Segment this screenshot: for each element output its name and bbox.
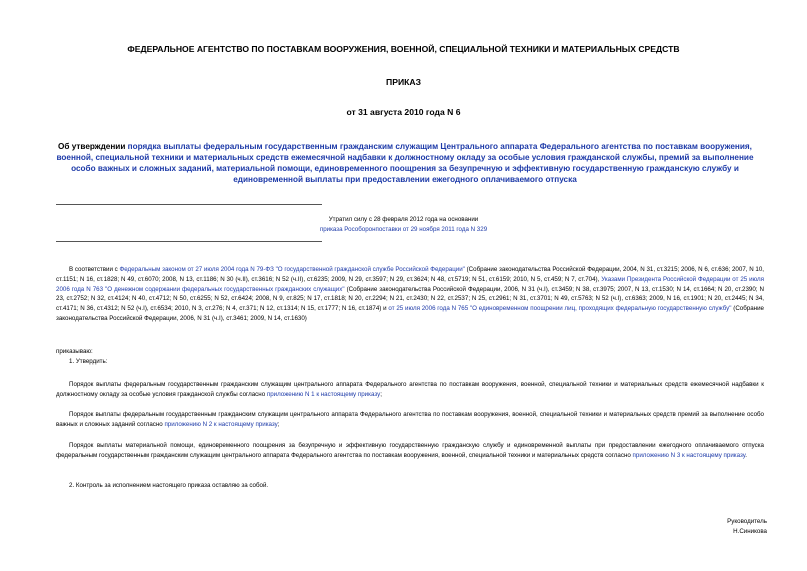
item-2: 2. Контроль за исполнением настоящего приказа оставляю за собой. [69,482,269,489]
decree-765-link[interactable]: от 25 июля 2006 года N 765 "О единовременном поощрении лиц, проходящих федеральную государственную службу" [388,305,732,313]
sub-item-2 [56,410,764,430]
title-link[interactable]: порядка выплаты федеральным государственным гражданским служащим Центрального аппарата Федерального агентства по поставкам вооружения, военной, специальной техники и материальных средств ежемесячной надбавки к должностному окладу за особые условия гражданской службы, премий за выполнение особо важных и сложных заданий, материальной помощи, единовременного поощрения за безупречную и эффективную государственную гражданскую службу и единовременной выплаты при предоставлении ежегодного оплачиваемого отпуска [56,142,754,184]
sub-item-1-text: Порядок выплаты федеральным государственным гражданским служащим центрального аппарата Федерального агентства по поставкам вооружения, военной, специальной техники и материальных средств ежемесячной надбавки к должностному окладу за особые условия гражданской службы согласно [56,381,764,398]
appendix-2-link[interactable]: приложению N 2 к настоящему приказу [164,420,278,428]
status-note-text: Утратил силу с 28 февраля 2012 года на основании [328,216,479,223]
federal-law-link[interactable]: Федеральным законом от 27 июля 2004 года N 79-ФЗ "О государственной гражданской службе Российской Федерации" [119,266,465,273]
sub-item-2-text: Порядок выплаты федеральным государственным гражданским служащим центрального аппарата Федерального агентства по поставкам вооружения, военной, специальной техники и материальных средств премий за выполнение особо важных и сложных заданий согласно [56,411,764,428]
agency-name: ФЕДЕРАЛЬНОЕ АГЕНТСТВО ПО ПОСТАВКАМ ВООРУЖЕНИЯ, ВОЕННОЙ, СПЕЦИАЛЬНОЙ ТЕХНИКИ И МАТЕРИАЛЬНЫХ СРЕДСТВ [127,44,680,54]
status-note-link[interactable]: приказа Рособоронпоставки от 29 ноября 2011 года N 329 [319,226,488,233]
orders-word: приказываю: [56,348,93,355]
preamble-text-1: В соответствии с [69,266,120,273]
president-decree-link[interactable]: Указами Президента Российской Федерации от 25 июля 2006 года N 763 "О денежном содержании федеральных государственных гражданских служащих" [56,275,764,293]
status-note [0,215,807,235]
signature-name: Н.Синикова [733,528,767,535]
sub-item-3 [56,441,764,461]
divider-top [56,204,322,205]
preamble [56,265,764,324]
sub-item-3-text: Порядок выплаты материальной помощи, единовременного поощрения за безупречную и эффективную государственную гражданскую службу и единовременной выплаты при предоставлении ежегодного оплачиваемого отпуска федеральным государственным гражданским служащим центрального аппарата Федерального агентства по поставкам вооружения, военной, специальной техники и материальных средств согласно [56,442,764,459]
divider-bottom [56,241,322,242]
appendix-1-link[interactable]: приложению N 1 к настоящему приказу [266,390,381,398]
signature-block [727,517,767,537]
sub-item-2-end: ; [277,420,280,428]
document-date: от 31 августа 2010 года N 6 [346,107,461,117]
sub-item-1-end: ; [380,390,382,398]
preamble-text-2: (Собрание законодательства Российской Федерации, 2004, N 31, ст.3215; 2006, N 6, ст.636; 2007, N 10, ст.1151; N 16, ст.1828; N 49, ст.6070; 2008, N 13, ст.1186; N 30 (ч.II), ст.3616; N 52 (ч.II), ст.6235; 2009, N 29, ст.3597; N 29, ст.3624; N 48, ст.5719; N 51, ст.6159; 2010, N 5, ст.459; N 7, ст.704), [56,266,765,283]
appendix-3-link[interactable]: приложению N 3 к настоящему приказу [632,451,746,459]
preamble-text-4: (Собрание законодательства Российской Федерации, 2006, N 31 (ч.I), ст.3461; 2009, N 14, ст.1630) [56,305,764,322]
sub-item-3-end: . [745,451,747,459]
item-1: 1. Утвердить: [69,358,108,365]
document-type: ПРИКАЗ [386,77,421,87]
sub-item-1 [56,380,764,400]
title-prefix: Об утверждении [58,142,128,151]
document-title [55,141,755,185]
signature-position: Руководитель [727,518,767,525]
preamble-text-3: (Собрание законодательства Российской Федерации, 2006, N 31 (ч.I), ст.3459; N 38, ст.3975; 2007, N 13, ст.1530; N 14, ст.1664; N 20, ст.2390; N 23, ст.2752; N 32, ст.4124; N 40, ст.4712; N 50, ст.6255; N 52, ст.6424; 2008, N 9, ст.825; N 17, ст.1818; N 20, ст.2294; N 21, ст.2430; N 22, ст.2537; N 25, ст.2961; N 31, ст.3701; N 49, ст.5763; N 52 (ч.I), ст.6363; 2009, N 16, ст.1901; N 20, ст.2445; N 34, ст.4171; N 36, ст.4312; N 52 (ч.I), ст.6534; 2010, N 3, ст.276; N 4, ст.371; N 12, ст.1314; N 15, ст.1777; N 16, ст.1874) и [56,285,765,313]
